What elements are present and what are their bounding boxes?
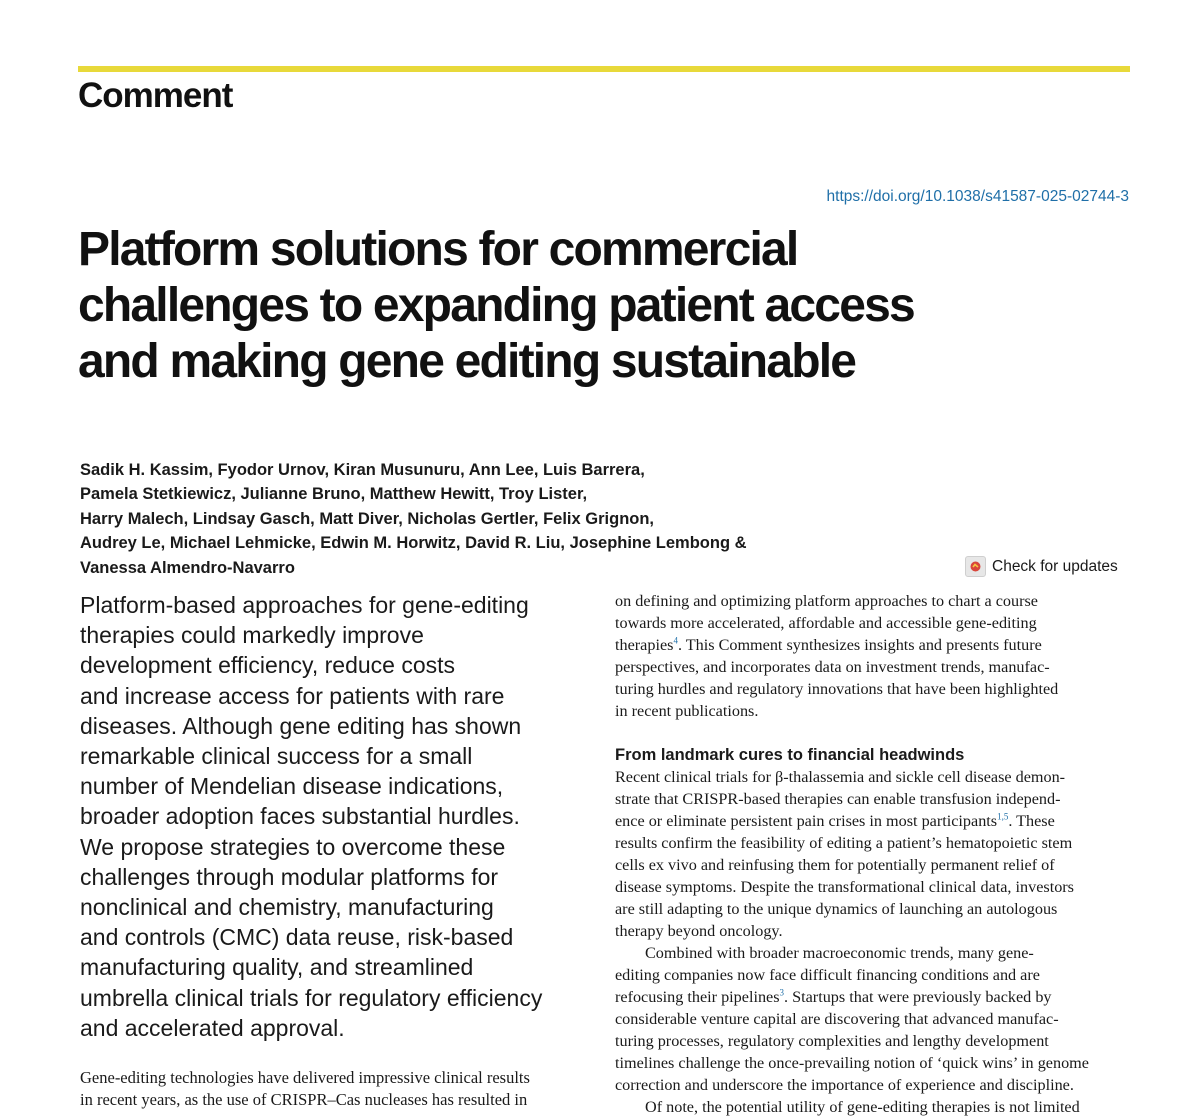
body-line: turing processes, regulatory complexities and lengthy development xyxy=(615,1032,1049,1050)
abstract xyxy=(80,590,600,1043)
abstract-line: therapies could markedly improve xyxy=(80,622,424,649)
body-line: Gene-editing technologies have delivered impressive clinical results xyxy=(80,1068,530,1087)
header-rule xyxy=(78,66,1130,72)
abstract-line: manufacturing quality, and streamlined xyxy=(80,954,474,981)
body-line: perspectives, and incorporates data on investment trends, manufac- xyxy=(615,658,1050,676)
abstract-line: remarkable clinical success for a small xyxy=(80,743,473,770)
body-line: considerable venture capital are discovering that advanced manufac- xyxy=(615,1010,1059,1028)
paragraph-intro xyxy=(615,590,1130,722)
body-line: in recent years, as the use of CRISPR–Cas nucleases has resulted in xyxy=(80,1090,528,1109)
abstract-line: development efficiency, reduce costs xyxy=(80,652,456,679)
body-line: correction and underscore the importance of experience and discipline. xyxy=(615,1076,1074,1094)
body-line: Combined with broader macroeconomic trends, many gene- xyxy=(645,944,1034,962)
title-line: and making gene editing sustainable xyxy=(78,335,856,388)
abstract-line: diseases. Although gene editing has shown xyxy=(80,712,522,739)
paragraph-clinical xyxy=(615,766,1130,942)
section-heading: From landmark cures to financial headwinds xyxy=(615,746,965,764)
body-text: . These xyxy=(1008,812,1055,830)
article-title xyxy=(78,222,1078,390)
right-column xyxy=(615,590,1130,1118)
body-line xyxy=(615,986,1130,1008)
body-text: refocusing their pipelines xyxy=(615,988,780,1006)
body-text: . This Comment synthesizes insights and presents future xyxy=(677,636,1042,654)
abstract-line: and controls (CMC) data reuse, risk-based xyxy=(80,924,514,951)
author-line: Harry Malech, Lindsay Gasch, Matt Diver, Nicholas Gertler, Felix Grignon, xyxy=(80,509,655,528)
abstract-line: umbrella clinical trials for regulatory efficiency xyxy=(80,984,543,1011)
citation-link[interactable]: 4 xyxy=(673,635,678,646)
author-line: Vanessa Almendro-Navarro xyxy=(80,558,295,577)
citation-link[interactable]: 1,5 xyxy=(997,811,1009,822)
body-text: ence or eliminate persistent pain crises in most participants xyxy=(615,812,998,830)
body-line: disease symptoms. Despite the transformational clinical data, investors xyxy=(615,878,1074,896)
title-line: Platform solutions for commercial xyxy=(78,223,798,276)
body-text: . Startups that were previously backed by xyxy=(784,988,1052,1006)
title-line: challenges to expanding patient access xyxy=(78,279,914,332)
author-line: Pamela Stetkiewicz, Julianne Bruno, Matthew Hewitt, Troy Lister, xyxy=(80,485,588,504)
doi-link[interactable]: https://doi.org/10.1038/s41587-025-02744-3 xyxy=(826,188,1129,205)
abstract-line: and accelerated approval. xyxy=(80,1014,345,1041)
abstract-line: broader adoption faces substantial hurdles. xyxy=(80,803,520,830)
abstract-line: Platform-based approaches for gene-editing xyxy=(80,592,529,618)
body-text: therapies xyxy=(615,636,674,654)
body-line: are still adapting to the unique dynamics of launching an autologous xyxy=(615,900,1058,918)
author-line: Sadik H. Kassim, Fyodor Urnov, Kiran Musunuru, Ann Lee, Luis Barrera, xyxy=(80,461,645,479)
body-line: towards more accelerated, affordable and accessible gene-editing xyxy=(615,614,1037,632)
check-updates-label: Check for updates xyxy=(992,557,1118,575)
body-line: on defining and optimizing platform approaches to chart a course xyxy=(615,592,1038,610)
abstract-line: nonclinical and chemistry, manufacturing xyxy=(80,894,494,921)
body-line: strate that CRISPR-based therapies can enable transfusion independ- xyxy=(615,790,1061,808)
author-list xyxy=(80,458,940,580)
section-label: Comment xyxy=(78,76,233,115)
body-line: results confirm the feasibility of editing a patient’s hematopoietic stem xyxy=(615,834,1073,852)
author-line: Audrey Le, Michael Lehmicke, Edwin M. Horwitz, David R. Liu, Josephine Lembong & xyxy=(80,534,747,553)
body-line: therapy beyond oncology. xyxy=(615,922,783,940)
abstract-line: number of Mendelian disease indications, xyxy=(80,773,504,800)
body-line: cells ex vivo and reinfusing them for potentially permanent relief of xyxy=(615,856,1055,874)
body-line: Of note, the potential utility of gene-editing therapies is not limited xyxy=(645,1098,1080,1116)
body-line xyxy=(615,810,1130,832)
body-line: Recent clinical trials for β-thalassemia and sickle cell disease demon- xyxy=(615,768,1066,786)
body-line xyxy=(615,634,1130,656)
body-line: turing hurdles and regulatory innovations that have been highlighted xyxy=(615,680,1059,698)
body-line: timelines challenge the once-prevailing notion of ‘quick wins’ in genome xyxy=(615,1054,1089,1072)
citation-link[interactable]: 3 xyxy=(779,987,785,998)
paragraph-financing xyxy=(615,942,1130,1096)
body-text-left xyxy=(80,1067,600,1111)
abstract-line: and increase access for patients with rare xyxy=(80,682,505,709)
abstract-line: We propose strategies to overcome these xyxy=(80,833,506,860)
check-updates-icon xyxy=(965,556,986,577)
check-for-updates-button[interactable] xyxy=(965,556,1118,577)
abstract-line: challenges through modular platforms for xyxy=(80,863,499,890)
body-line: editing companies now face difficult financing conditions and are xyxy=(615,966,1040,984)
body-line: in recent publications. xyxy=(615,702,759,720)
